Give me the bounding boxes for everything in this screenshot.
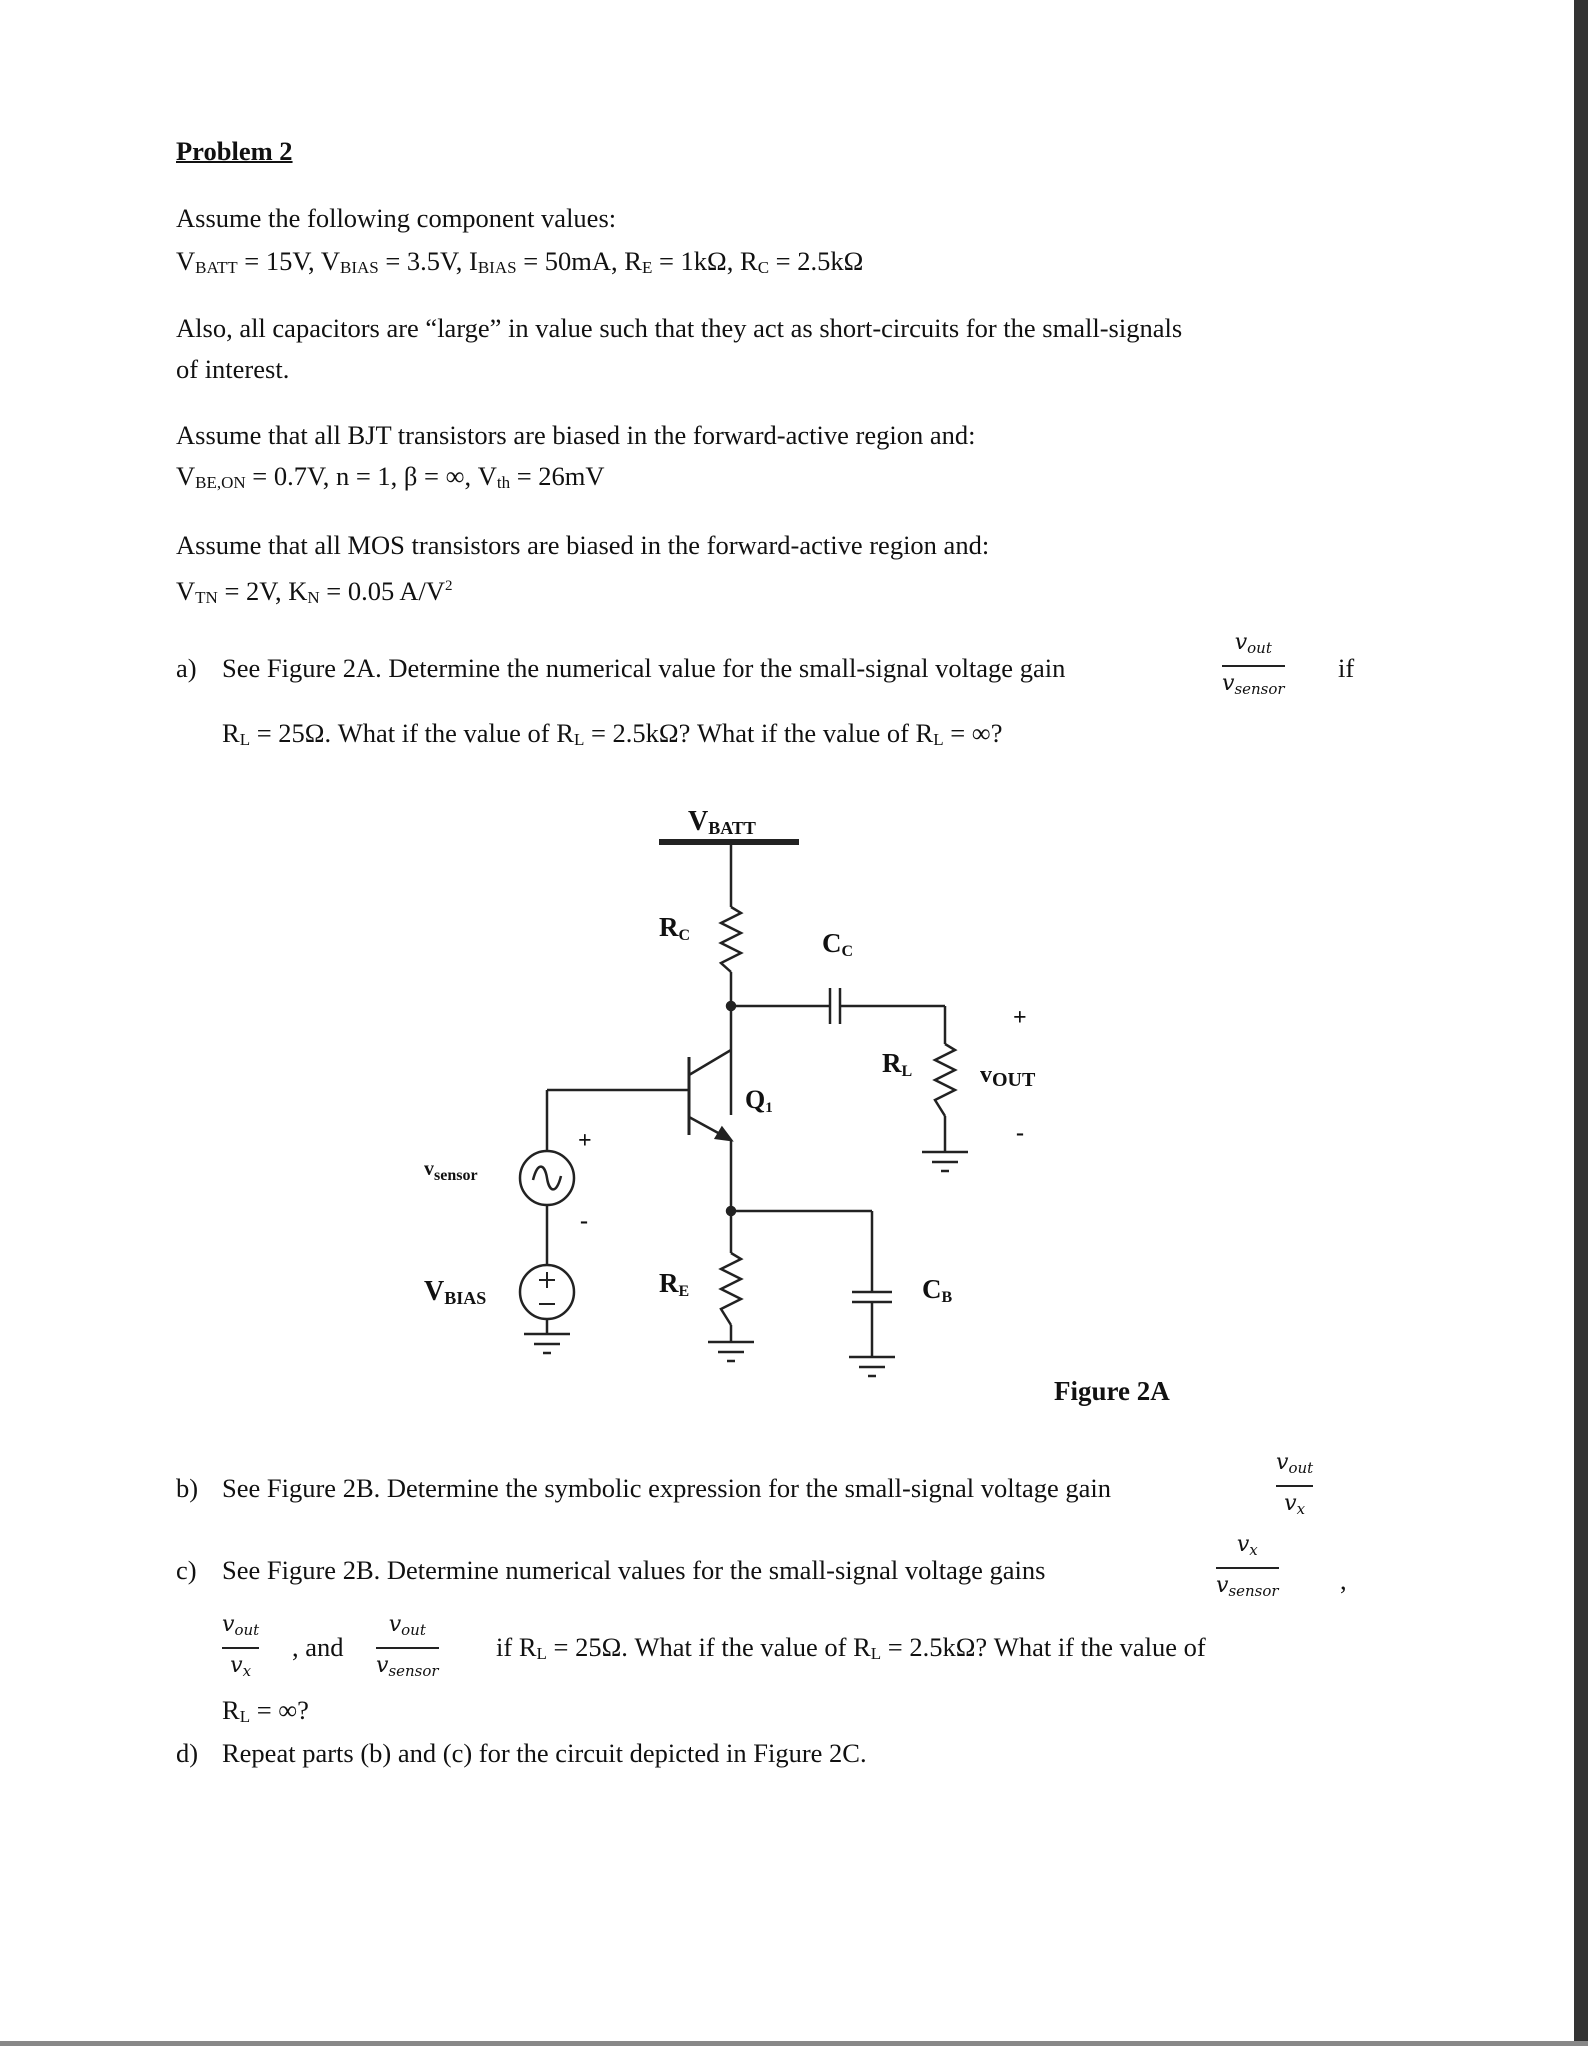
part-c-line2 [496, 1632, 1206, 1669]
text: = 25Ω. What if the value of [250, 718, 557, 748]
re-resistor [721, 1253, 741, 1325]
cb-label: CB [922, 1274, 953, 1306]
text: = 2.5kΩ? What if the value of [584, 718, 916, 748]
num-sub: out [234, 1621, 260, 1639]
text: = ∞? [250, 1695, 309, 1725]
sub: L [536, 1644, 547, 1663]
part-c-line3 [222, 1695, 309, 1732]
den: v [1216, 1573, 1229, 1598]
ground-icon [524, 1334, 570, 1353]
sub: L [239, 730, 251, 749]
fraction-bar [1276, 1485, 1313, 1487]
sub: BATT [195, 258, 238, 277]
page-bottom-edge [0, 2041, 1588, 2046]
den-sub: x [1296, 1500, 1306, 1518]
value: = 2.5kΩ [769, 246, 864, 276]
fraction-bar [1216, 1567, 1279, 1569]
part-b-text: See Figure 2B. Determine the symbolic expression for the small-signal voltage gain [222, 1473, 1112, 1503]
vsensor-plus: + [578, 1128, 592, 1154]
num: v [222, 1612, 235, 1637]
text: = 25Ω. What if the value of [546, 1632, 854, 1662]
part-c-label: c) [176, 1555, 197, 1585]
vsensor-label: $v_{sensor}$ [424, 1158, 478, 1184]
sub: L [239, 1707, 251, 1726]
sub: L [933, 730, 944, 749]
sym: R [740, 246, 758, 276]
gain-fraction-c3 [376, 1612, 439, 1684]
sym: I [469, 246, 478, 276]
gain-fraction-b [1276, 1450, 1313, 1522]
sub: BIAS [477, 258, 517, 277]
value: = 2V, [217, 576, 289, 606]
num: v [1276, 1450, 1289, 1475]
num: v [1236, 1532, 1250, 1557]
value: = 1kΩ, [652, 246, 740, 276]
num: v [388, 1612, 402, 1637]
vout-label: vOUT [980, 1062, 1036, 1091]
part-a-if: if [1338, 653, 1355, 683]
sym: R [222, 718, 240, 748]
problem-title: Problem 2 [176, 136, 293, 166]
ground-icon [922, 1152, 968, 1171]
value: = 15V, [237, 246, 321, 276]
sup: 2 [445, 578, 453, 594]
mos-intro: Assume that all MOS transistors are biased in the forward-active region and: [176, 530, 990, 560]
sub: BE,ON [195, 473, 246, 492]
part-d-text: Repeat parts (b) and (c) for the circuit depicted in Figure 2C. [222, 1738, 867, 1768]
vbias-label: VBIAS [424, 1276, 487, 1308]
intro-text: Assume the following component values: [176, 203, 617, 233]
sym: V [477, 461, 497, 491]
den-sub: sensor [1234, 680, 1285, 698]
text: if [496, 1632, 519, 1662]
gain-fraction-c2 [222, 1612, 259, 1684]
sym: V [176, 461, 196, 491]
part-a-text: See Figure 2A. Determine the numerical value for the small-signal voltage gain [222, 653, 1066, 683]
den: v [1222, 671, 1235, 696]
q1-label: Q1 [745, 1085, 773, 1116]
sub: N [307, 588, 320, 607]
part-d-label: d) [176, 1738, 199, 1768]
vbatt-label: VBATT [688, 806, 756, 838]
den-sub: sensor [1228, 1582, 1279, 1600]
value: = 0.7V, n = 1, β = ∞, [245, 461, 478, 491]
sym: V [176, 246, 196, 276]
sub: E [641, 258, 653, 277]
value: = 26mV [510, 461, 605, 491]
value: = 0.05 A/V [319, 576, 446, 606]
sub: C [757, 258, 770, 277]
re-label: RE [659, 1268, 690, 1300]
bjt-collector [689, 1050, 731, 1075]
ground-icon [708, 1342, 754, 1361]
capacitors-text-1: Also, all capacitors are “large” in value such that they act as short-circuits for the small-signals [176, 313, 1183, 343]
den: v [376, 1653, 389, 1678]
and-text: , and [292, 1632, 344, 1662]
num-sub: out [401, 1621, 426, 1639]
sym: K [288, 576, 308, 606]
sym: R [222, 1695, 240, 1725]
vout-minus: - [1016, 1120, 1024, 1146]
num-sub: x [1249, 1541, 1258, 1559]
den-sub: sensor [388, 1662, 439, 1680]
vsensor-minus: - [580, 1208, 588, 1234]
emitter-arrow-icon [716, 1128, 731, 1140]
capacitors-text-2: of interest. [176, 354, 290, 384]
rl-resistor [935, 1044, 955, 1116]
vout-plus: + [1013, 1005, 1027, 1031]
sym: V [176, 576, 196, 606]
rl-label: RL [882, 1048, 913, 1080]
bjt-intro: Assume that all BJT transistors are biased in the forward-active region and: [176, 420, 976, 450]
sub: L [870, 1644, 882, 1663]
den: v [1284, 1491, 1297, 1516]
sub: th [496, 473, 511, 492]
part-b-label: b) [176, 1473, 199, 1503]
rc-label: RC [659, 912, 691, 944]
fraction-bar [376, 1647, 439, 1649]
sym: R [624, 246, 642, 276]
sym: R [915, 718, 934, 748]
cc-label: CC [822, 928, 854, 960]
part-c-text: See Figure 2B. Determine numerical values for the small-signal voltage gains [222, 1555, 1046, 1585]
fraction-bar [222, 1647, 259, 1649]
num-sub: out [1247, 639, 1272, 657]
part-a-label: a) [176, 653, 197, 683]
sine-icon [533, 1167, 561, 1190]
den: v [230, 1653, 243, 1678]
ground-icon [849, 1357, 895, 1376]
gain-fraction-c1 [1216, 1532, 1279, 1604]
sym: R [556, 718, 574, 748]
value: = 50mA, [516, 246, 625, 276]
sub: TN [195, 588, 218, 607]
value: = 3.5V, [378, 246, 470, 276]
sym: R [518, 1632, 537, 1662]
rc-resistor [721, 907, 741, 972]
text: = 2.5kΩ? What if the value of [881, 1632, 1206, 1662]
num: v [1234, 630, 1248, 655]
num-sub: out [1288, 1459, 1314, 1477]
figure-caption: Figure 2A [1054, 1376, 1170, 1406]
window-edge [1574, 0, 1588, 2046]
comma: , [1340, 1565, 1347, 1595]
sym: V [320, 246, 340, 276]
den-sub: x [242, 1662, 252, 1680]
sub: L [573, 730, 585, 749]
sub: BIAS [339, 258, 379, 277]
sym: R [853, 1632, 871, 1662]
text: = ∞? [943, 718, 1003, 748]
